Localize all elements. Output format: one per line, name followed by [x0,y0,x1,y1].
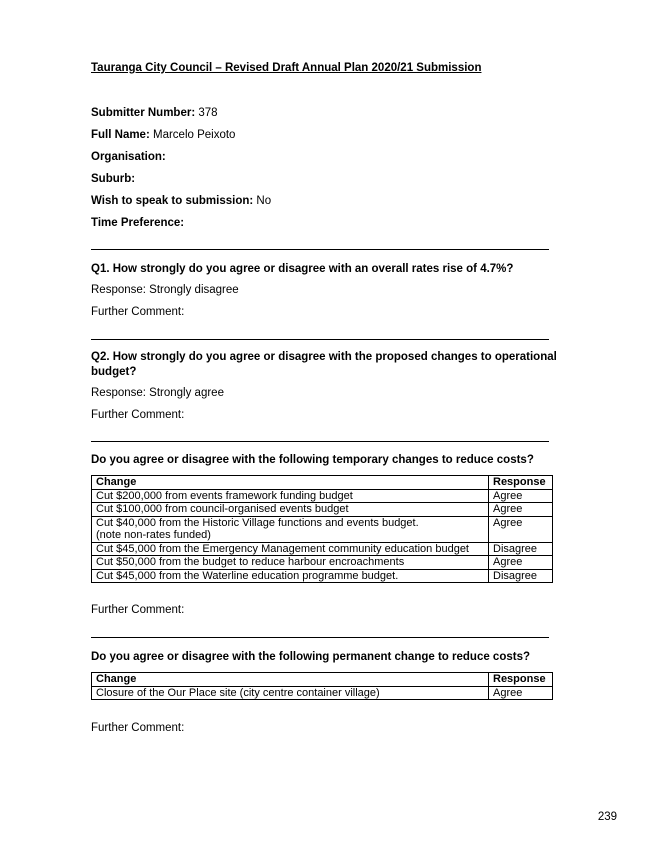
document-title: Tauranga City Council – Revised Draft Annual Plan 2020/21 Submission [91,62,482,74]
table-row [92,542,553,556]
divider [91,339,549,340]
permanent-further-comment: Further Comment: [91,722,185,734]
table-row [92,503,553,517]
page-number: 239 [597,811,617,823]
table-header-row [92,673,553,687]
response-cell: Disagree [489,569,553,583]
table-row [92,686,553,700]
organisation-field: Organisation: [91,151,166,163]
table-row [92,489,553,503]
response-cell: Agree [489,489,553,503]
response-cell: Agree [489,503,553,517]
change-cell: Closure of the Our Place site (city centre container village) [92,686,489,700]
divider [91,637,549,638]
suburb-field: Suburb: [91,173,136,185]
change-cell: Cut $50,000 from the budget to reduce harbour encroachments [92,556,489,570]
full-name-field: Full Name: Marcelo Peixoto [91,129,236,141]
table-row [92,516,553,542]
column-header-response: Response [489,673,553,687]
permanent-change-question: Do you agree or disagree with the following permanent change to reduce costs? [91,651,530,663]
response-cell: Disagree [489,542,553,556]
change-cell: Cut $200,000 from events framework funding budget [92,489,489,503]
time-preference-field: Time Preference: [91,217,185,229]
change-cell: Cut $40,000 from the Historic Village functions and events budget. (note non-rates funded) [92,516,489,542]
response-cell: Agree [489,556,553,570]
q1-question: Q1. How strongly do you agree or disagree with an overall rates rise of 4.7%? [91,263,514,275]
q2-further-comment: Further Comment: [91,409,185,421]
response-cell: Agree [489,686,553,700]
submitter-number-field: Submitter Number: 378 [91,107,218,119]
q2-question: Q2. How strongly do you agree or disagree with the proposed changes to operational budget? [91,351,557,378]
column-header-change: Change [92,673,489,687]
table-row [92,556,553,570]
table-row [92,569,553,583]
change-cell: Cut $100,000 from council-organised events budget [92,503,489,517]
wish-to-speak-field: Wish to speak to submission: No [91,195,272,207]
temporary-further-comment: Further Comment: [91,604,185,616]
q2-response: Response: Strongly agree [91,387,224,399]
q1-further-comment: Further Comment: [91,306,185,318]
change-cell: Cut $45,000 from the Waterline education programme budget. [92,569,489,583]
temporary-changes-question: Do you agree or disagree with the following temporary changes to reduce costs? [91,454,534,466]
permanent-change-table [91,672,553,700]
divider [91,249,549,250]
change-cell: Cut $45,000 from the Emergency Management community education budget [92,542,489,556]
temporary-changes-table [91,475,553,583]
column-header-response: Response [489,476,553,490]
divider [91,441,549,442]
column-header-change: Change [92,476,489,490]
response-cell: Agree [489,516,553,542]
table-header-row [92,476,553,490]
q1-response: Response: Strongly disagree [91,284,239,296]
